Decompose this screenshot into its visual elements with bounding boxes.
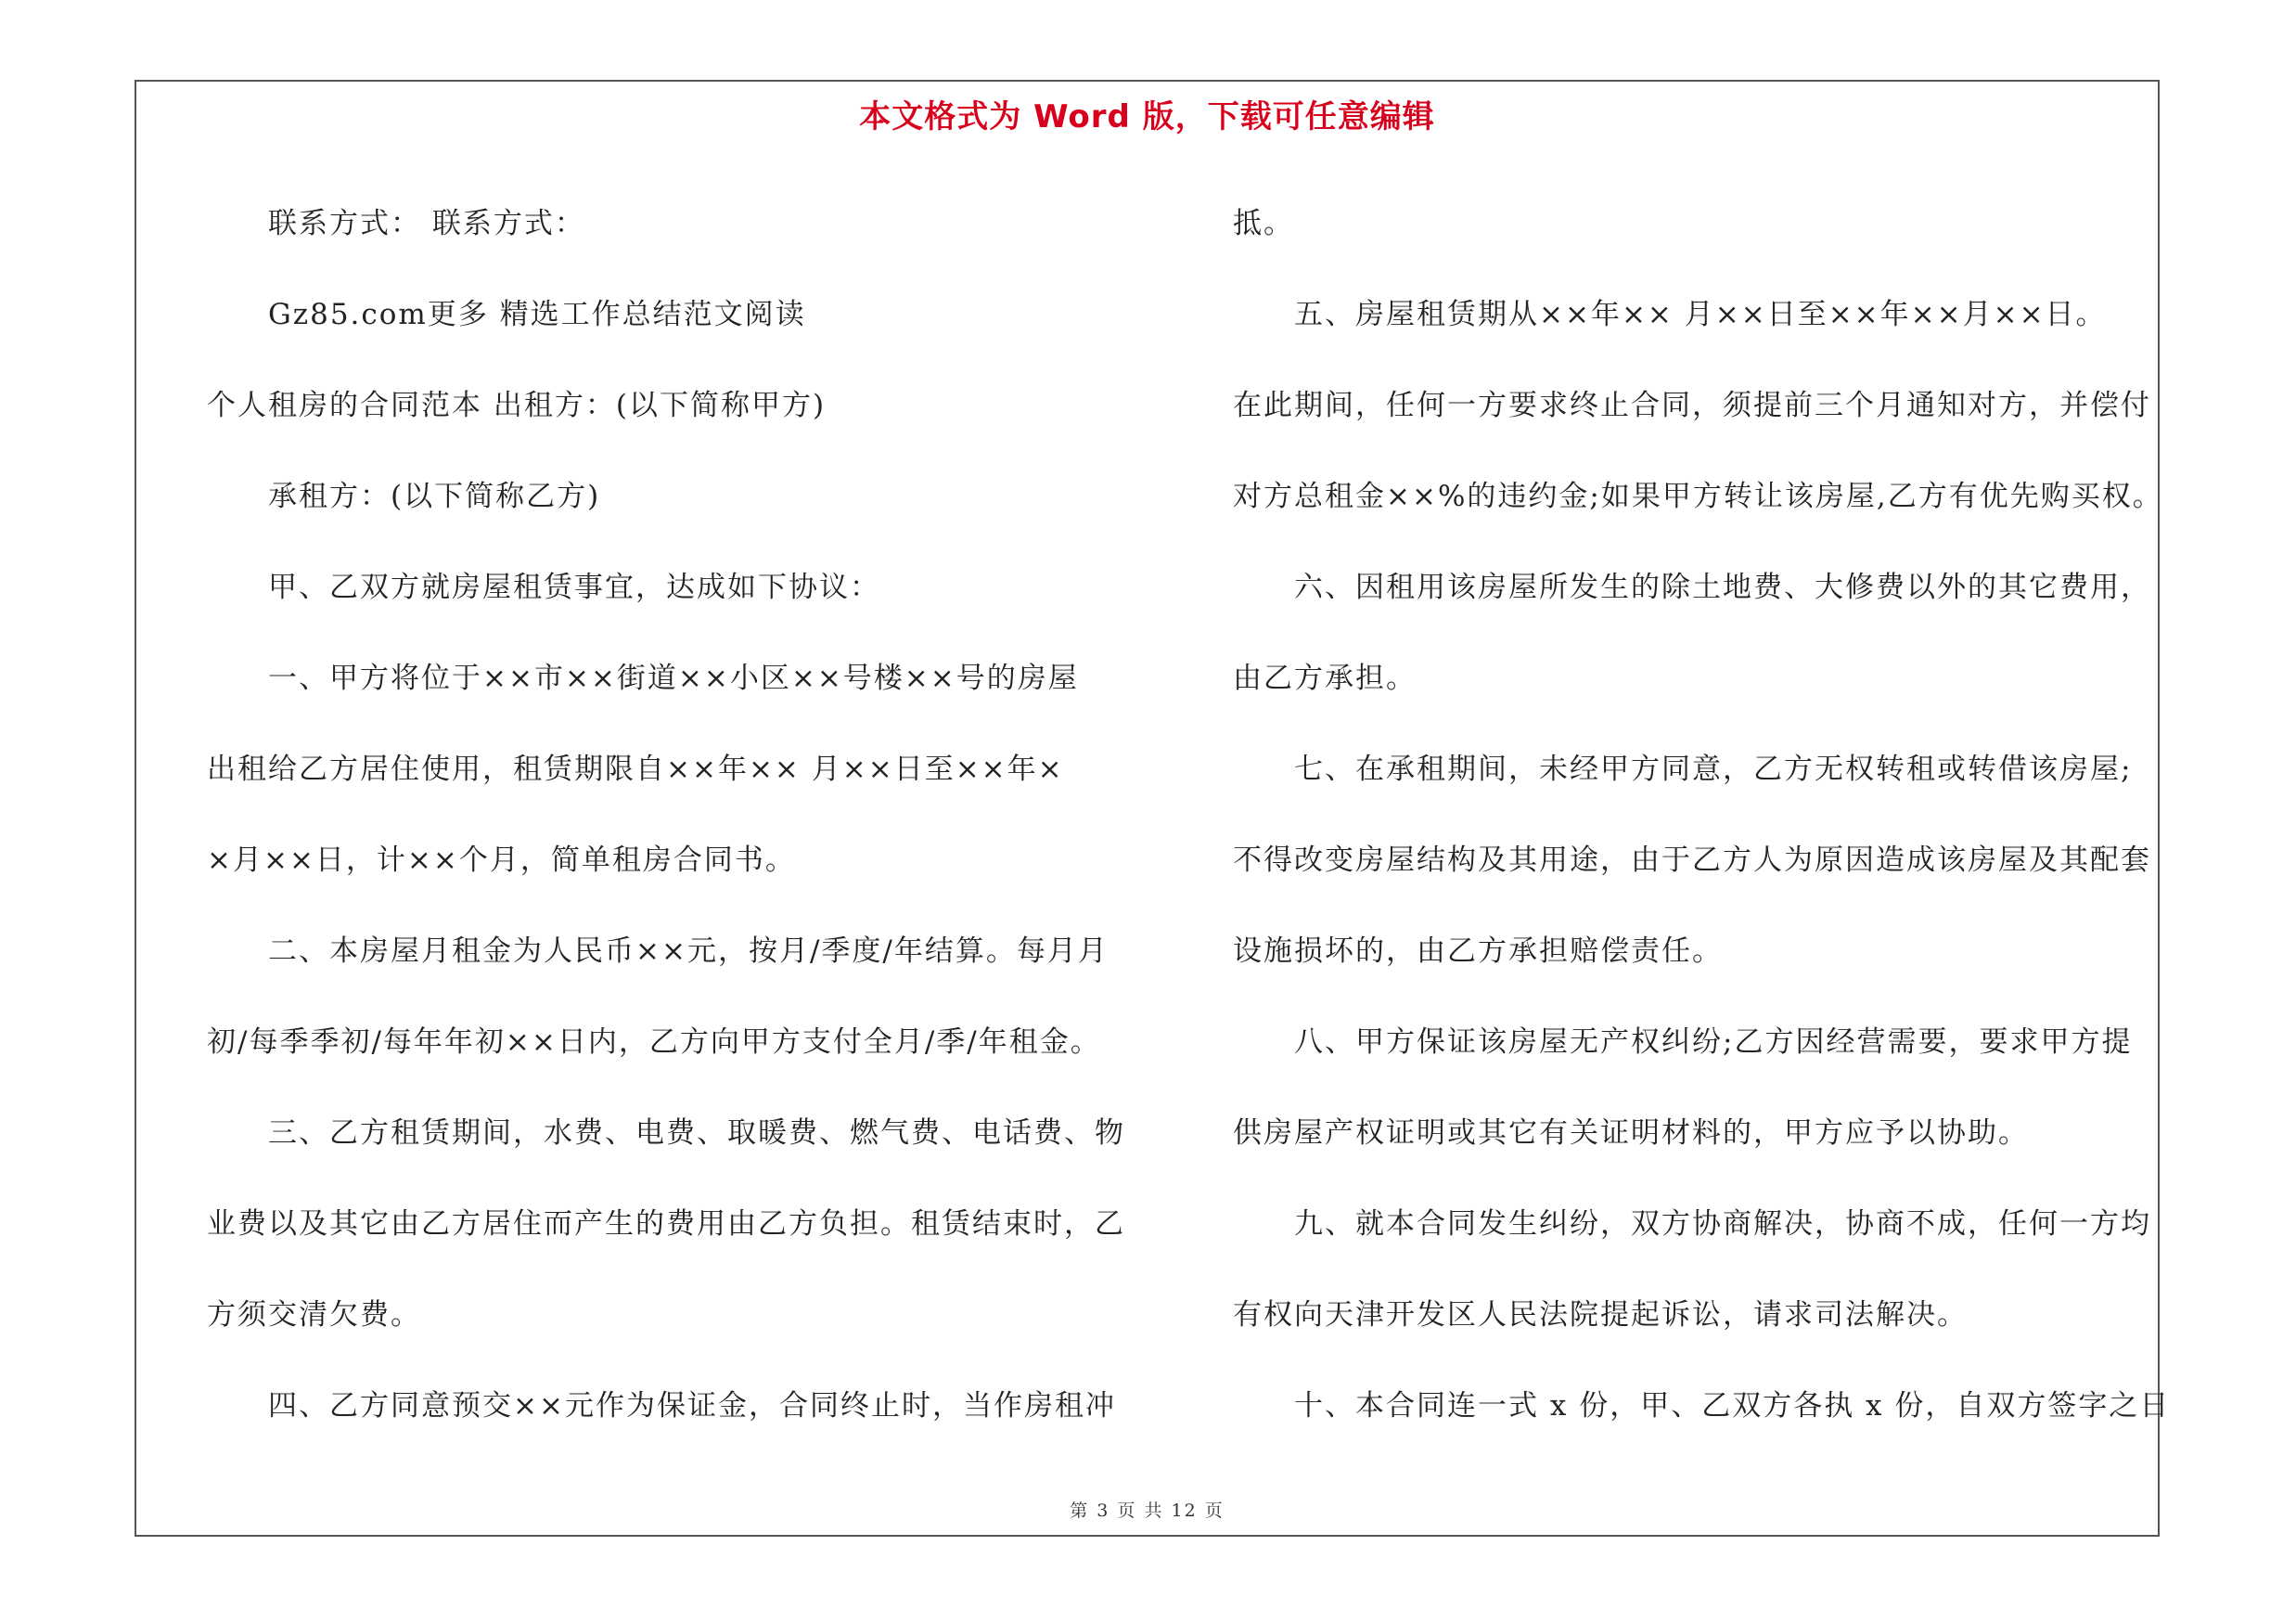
paragraph-line: 有权向天津开发区人民法院提起诉讼，请求司法解决。: [1233, 1298, 1968, 1332]
left-column: [207, 178, 1144, 1451]
paragraph-line: 二、本房屋月租金为人民币××元，按月/季度/年结算。每月月: [268, 934, 1109, 968]
paragraph-line: 方须交清欠费。: [207, 1298, 421, 1332]
paragraph-line: Gz85.com更多 精选工作总结范文阅读: [268, 298, 806, 331]
paragraph-line: 由乙方承担。: [1233, 662, 1417, 695]
page-number-footer: 第 3 页 共 12 页: [1070, 1501, 1225, 1521]
paragraph-line: 承租方：(以下简称乙方): [268, 480, 601, 513]
word-format-banner: 本文格式为 Word 版，下载可任意编辑: [859, 98, 1435, 135]
document-page: [135, 80, 2171, 1537]
paragraph-line: 对方总租金××%的违约金;如果甲方转让该房屋,乙方有优先购买权。: [1233, 480, 2163, 513]
paragraph-line: 三、乙方租赁期间，水费、电费、取暖费、燃气费、电话费、物: [268, 1116, 1125, 1150]
paragraph-line: 八、甲方保证该房屋无产权纠纷;乙方因经营需要，要求甲方提: [1294, 1025, 2133, 1059]
paragraph-line: 九、就本合同发生纠纷，双方协商解决，协商不成，任何一方均: [1294, 1207, 2151, 1241]
right-column: [1233, 178, 2170, 1451]
paragraph-line: 出租给乙方居住使用，租赁期限自××年×× 月××日至××年×: [207, 753, 1064, 786]
paragraph-line: 六、因租用该房屋所发生的除土地费、大修费以外的其它费用，: [1294, 571, 2151, 604]
paragraph-line: 十、本合同连一式 x 份，甲、乙双方各执 x 份，自双方签字之日: [1294, 1389, 2171, 1423]
paragraph-line: 在此期间，任何一方要求终止合同，须提前三个月通知对方，并偿付: [1233, 389, 2151, 422]
paragraph-line: 七、在承租期间，未经甲方同意，乙方无权转租或转借该房屋;: [1294, 753, 2133, 786]
paragraph-line: 初/每季季初/每年年初××日内，乙方向甲方支付全月/季/年租金。: [207, 1025, 1101, 1059]
paragraph-line: 联系方式： 联系方式：: [268, 207, 585, 240]
paragraph-line: 设施损坏的，由乙方承担赔偿责任。: [1233, 934, 1723, 968]
paragraph-line: 供房屋产权证明或其它有关证明材料的，甲方应予以协助。: [1233, 1116, 2029, 1150]
paragraph-line: 不得改变房屋结构及其用途，由于乙方人为原因造成该房屋及其配套: [1233, 844, 2151, 877]
paragraph-line: 五、房屋租赁期从××年×× 月××日至××年××月××日。: [1294, 298, 2107, 331]
paragraph-line: 四、乙方同意预交××元作为保证金，合同终止时，当作房租冲: [268, 1389, 1116, 1423]
paragraph-line: 业费以及其它由乙方居住而产生的费用由乙方负担。租赁结束时，乙: [207, 1207, 1125, 1241]
paragraph-line: ×月××日，计××个月，简单租房合同书。: [207, 844, 796, 877]
paragraph-line: 个人租房的合同范本 出租方：(以下简称甲方): [207, 389, 827, 422]
paragraph-line: 甲、乙双方就房屋租赁事宜，达成如下协议：: [268, 571, 880, 604]
paragraph-line: 一、甲方将位于××市××街道××小区××号楼××号的房屋: [268, 662, 1079, 695]
paragraph-line: 抵。: [1233, 207, 1294, 240]
